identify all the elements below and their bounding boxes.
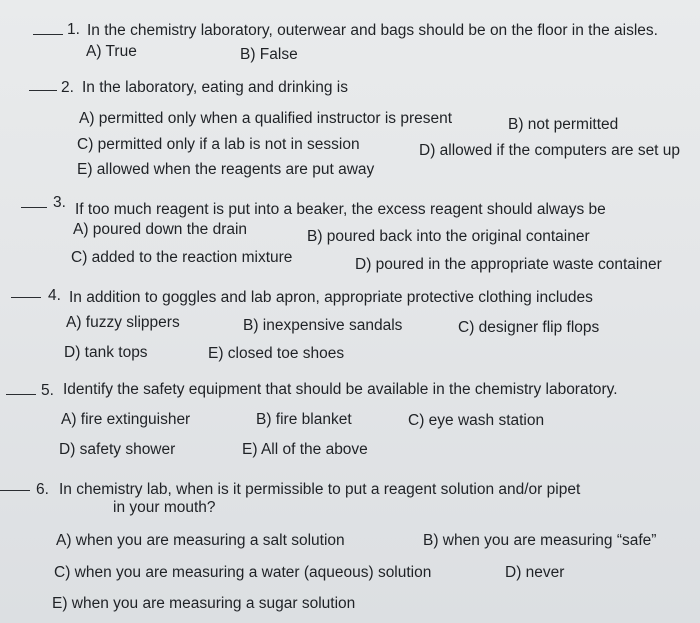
question-5-option-b: B) fire blanket xyxy=(256,411,352,428)
answer-blank-5[interactable] xyxy=(6,394,36,395)
question-1-text: In the chemistry laboratory, outerwear and bags should be on the floor in the aisles. xyxy=(87,22,658,39)
question-3-option-b: B) poured back into the original container xyxy=(307,228,590,245)
question-4-option-c: C) designer flip flops xyxy=(458,319,600,336)
answer-blank-3[interactable] xyxy=(21,207,47,208)
question-6-text: In chemistry lab, when is it permissible to put a reagent solution and/or pipet xyxy=(59,481,581,498)
question-5-option-d: D) safety shower xyxy=(59,441,176,458)
answer-blank-2[interactable] xyxy=(29,90,57,91)
question-4-option-a: A) fuzzy slippers xyxy=(66,314,180,331)
question-4-text: In addition to goggles and lab apron, appropriate protective clothing includes xyxy=(69,289,593,306)
question-6-option-c: C) when you are measuring a water (aqueous) solution xyxy=(54,564,432,581)
question-1-number: 1. xyxy=(67,21,80,38)
question-1-option-b: B) False xyxy=(240,46,298,63)
question-2-option-a: A) permitted only when a qualified instructor is present xyxy=(79,110,453,127)
question-2-text: In the laboratory, eating and drinking is xyxy=(82,79,348,96)
question-6-option-d: D) never xyxy=(505,564,565,581)
question-4-option-e: E) closed toe shoes xyxy=(208,345,345,362)
question-4-option-b: B) inexpensive sandals xyxy=(243,317,403,334)
question-6-option-a: A) when you are measuring a salt solution xyxy=(56,532,345,549)
question-2-option-c: C) permitted only if a lab is not in session xyxy=(77,136,360,153)
question-6-number: 6. xyxy=(36,481,49,498)
question-6-option-b: B) when you are measuring “safe” xyxy=(423,532,657,549)
question-2-option-d: D) allowed if the computers are set up xyxy=(419,142,681,159)
question-6-text-continued: in your mouth? xyxy=(113,499,216,516)
answer-blank-1[interactable] xyxy=(33,34,63,35)
question-5-option-a: A) fire extinguisher xyxy=(61,411,191,428)
question-3-option-a: A) poured down the drain xyxy=(73,221,248,238)
question-3-number: 3. xyxy=(53,194,66,211)
question-5-option-c: C) eye wash station xyxy=(408,412,545,429)
question-6-option-e: E) when you are measuring a sugar solution xyxy=(52,595,356,612)
question-2-option-b: B) not permitted xyxy=(508,116,619,133)
question-5-text: Identify the safety equipment that should be available in the chemistry laboratory. xyxy=(63,381,618,398)
question-5-option-e: E) All of the above xyxy=(242,441,368,458)
question-2-number: 2. xyxy=(61,79,74,96)
answer-blank-4[interactable] xyxy=(11,297,41,298)
question-3-option-d: D) poured in the appropriate waste container xyxy=(355,256,662,273)
question-1-option-a: A) True xyxy=(86,43,137,60)
question-5-number: 5. xyxy=(41,382,54,399)
question-3-text: If too much reagent is put into a beaker, the excess reagent should always be xyxy=(75,201,606,218)
question-2-option-e: E) allowed when the reagents are put away xyxy=(77,161,375,178)
question-4-option-d: D) tank tops xyxy=(64,344,148,361)
question-3-option-c: C) added to the reaction mixture xyxy=(71,249,293,266)
answer-blank-6[interactable] xyxy=(0,490,30,491)
question-4-number: 4. xyxy=(48,287,61,304)
